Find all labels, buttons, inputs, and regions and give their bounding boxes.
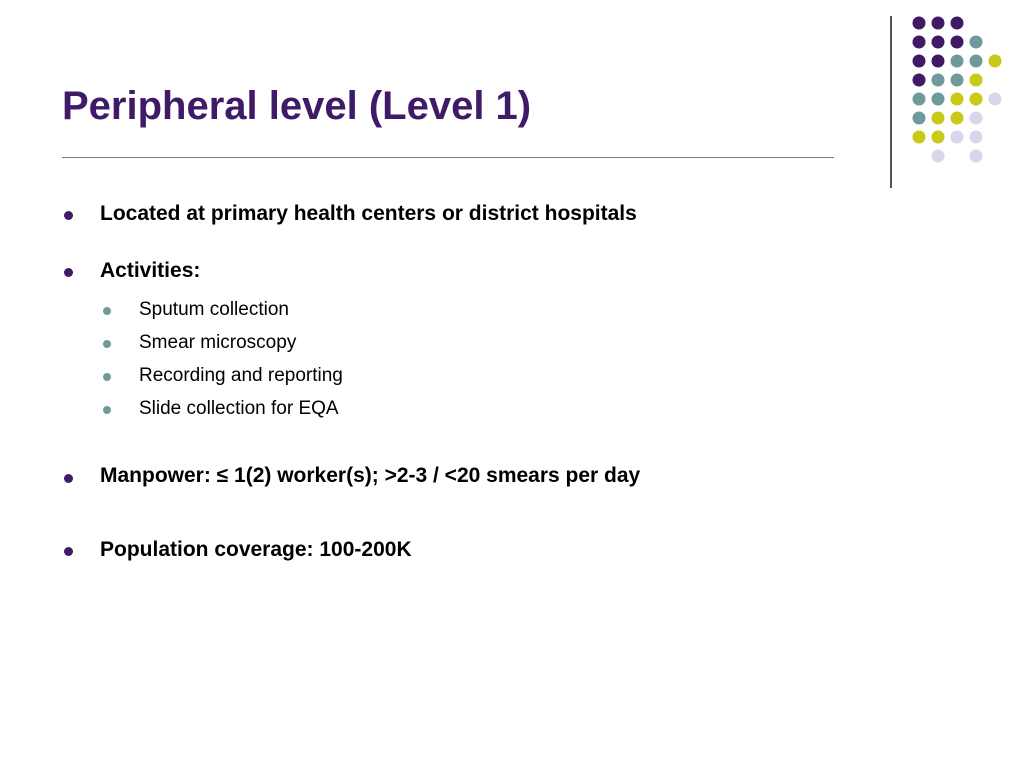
bullet-dot [64, 547, 73, 556]
decor-dot [913, 17, 926, 30]
sub-bullet-text: Sputum collection [139, 299, 289, 320]
decor-dot [970, 131, 983, 144]
sub-bullet-dot [103, 406, 111, 414]
decor-dot [970, 55, 983, 68]
decor-dot [970, 112, 983, 125]
decor-dot [913, 55, 926, 68]
decor-dot [951, 112, 964, 125]
decor-dot [951, 55, 964, 68]
decor-dot [913, 74, 926, 87]
decor-dot [932, 93, 945, 106]
bullet-population-text: Population coverage: 100-200K [100, 538, 412, 561]
decor-dot [932, 131, 945, 144]
decor-dot [951, 36, 964, 49]
decor-dot [951, 93, 964, 106]
sub-bullet-text: Slide collection for EQA [139, 398, 339, 419]
decor-dot [970, 93, 983, 106]
decor-dot [951, 17, 964, 30]
bullet-dot [64, 474, 73, 483]
decor-dot [932, 74, 945, 87]
decor-dot [932, 36, 945, 49]
decor-dot [970, 74, 983, 87]
decor-dot [989, 93, 1002, 106]
bullet-dot [64, 211, 73, 220]
sub-bullet-text: Recording and reporting [139, 365, 343, 386]
bullet-activities-text: Activities: [100, 259, 201, 282]
decor-dot [913, 36, 926, 49]
decor-dot [913, 93, 926, 106]
decor-dot [932, 55, 945, 68]
sub-bullet-text: Smear microscopy [139, 332, 297, 353]
decor-dot [970, 36, 983, 49]
sub-bullet-dot [103, 307, 111, 315]
decor-dot [970, 150, 983, 163]
bullet-location-text: Located at primary health centers or district hospitals [100, 202, 637, 225]
decor-dot [913, 112, 926, 125]
bullet-dot [64, 268, 73, 277]
decor-dot [913, 131, 926, 144]
slide-title: Peripheral level (Level 1) [62, 84, 532, 128]
decor-dot [932, 112, 945, 125]
bullet-manpower-text: Manpower: ≤ 1(2) worker(s); >2-3 / <20 smears per day [100, 464, 641, 487]
decor-dot [932, 17, 945, 30]
decor-dot [932, 150, 945, 163]
sub-bullet-dot [103, 340, 111, 348]
sub-bullet-dot [103, 373, 111, 381]
decor-dot [989, 55, 1002, 68]
vertical-divider [890, 16, 892, 188]
title-underline [62, 157, 834, 158]
decor-dot [951, 74, 964, 87]
decor-dot [951, 131, 964, 144]
